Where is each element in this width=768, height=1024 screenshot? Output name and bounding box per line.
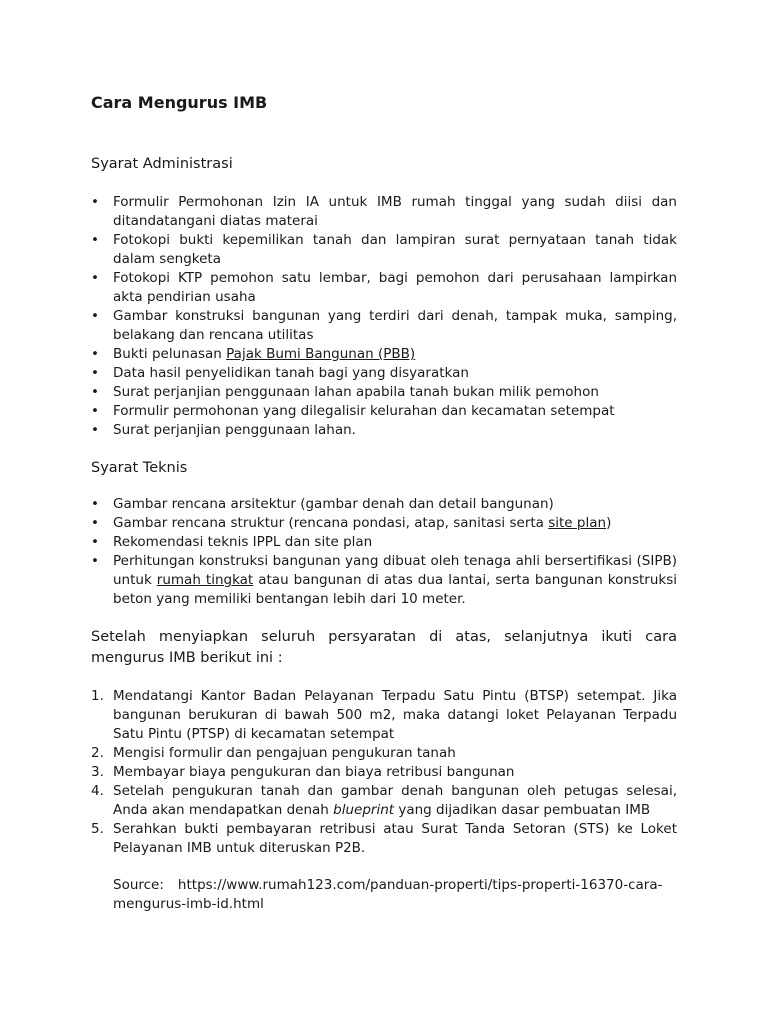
- step-number: 1.: [91, 688, 104, 704]
- list-item: • Bukti pelunasan Pajak Bumi Bangunan (PBB): [91, 346, 416, 362]
- list-item: • Gambar rencana struktur (rencana pondasi, atap, sanitasi serta site plan): [91, 515, 612, 531]
- bullet-icon: •: [91, 346, 99, 362]
- bullet-icon: •: [91, 384, 99, 400]
- list-item: • Fotokopi KTP pemohon satu lembar, bagi pemohon dari perusahaan lampirkan akta pendirian usaha: [91, 270, 677, 305]
- section-heading-administrasi: Syarat Administrasi: [91, 156, 233, 172]
- steps-list: [91, 687, 677, 858]
- step-number: 4.: [91, 783, 104, 799]
- step-number: 2.: [91, 745, 104, 761]
- pbb-link[interactable]: Pajak Bumi Bangunan (PBB): [226, 346, 416, 362]
- bullet-icon: •: [91, 194, 99, 210]
- list-item: • Gambar rencana arsitektur (gambar denah dan detail bangunan): [91, 496, 554, 512]
- list-item: • Surat perjanjian penggunaan lahan.: [91, 422, 356, 438]
- list-item: 2. Mengisi formulir dan pengajuan pengukuran tanah: [91, 745, 456, 761]
- page-title: Cara Mengurus IMB: [91, 93, 268, 112]
- bullet-icon: •: [91, 403, 99, 419]
- list-item: • Rekomendasi teknis IPPL dan site plan: [91, 534, 373, 550]
- source-url[interactable]: https://www.rumah123.com/panduan-properti/tips-properti-16370-cara-mengurus-imb-id.html: [113, 877, 663, 912]
- bullet-icon: •: [91, 365, 99, 381]
- list-item: • Formulir permohonan yang dilegalisir kelurahan dan kecamatan setempat: [91, 403, 615, 419]
- blueprint-emphasis: blueprint: [333, 802, 395, 818]
- bullet-icon: •: [91, 515, 99, 531]
- bullet-icon: •: [91, 270, 99, 286]
- teknis-list: [91, 495, 677, 609]
- administrasi-list: [91, 193, 677, 440]
- intro-paragraph: Setelah menyiapkan seluruh persyaratan di atas, selanjutnya ikuti cara mengurus IMB berikut ini :: [91, 629, 677, 666]
- bullet-icon: •: [91, 534, 99, 550]
- list-item: 3. Membayar biaya pengukuran dan biaya retribusi bangunan: [91, 764, 515, 780]
- source-label: Source:: [113, 877, 164, 893]
- list-item: • Fotokopi bukti kepemilikan tanah dan lampiran surat pernyataan tanah tidak dalam sengketa: [91, 232, 677, 267]
- section-heading-teknis: Syarat Teknis: [91, 460, 188, 476]
- bullet-icon: •: [91, 422, 99, 438]
- list-item: • Perhitungan konstruksi bangunan yang dibuat oleh tenaga ahli bersertifikasi (SIPB) untuk rumah tingkat atau bangunan di atas dua lantai, serta bangunan konstruksi beton yang memiliki bentangan lebih dari 10 meter.: [91, 553, 677, 607]
- list-item: • Surat perjanjian penggunaan lahan apabila tanah bukan milik pemohon: [91, 384, 599, 400]
- bullet-icon: •: [91, 308, 99, 324]
- bullet-icon: •: [91, 496, 99, 512]
- document-content: [91, 92, 677, 914]
- list-item: • Gambar konstruksi bangunan yang terdiri dari denah, tampak muka, samping, belakang dan rencana utilitas: [91, 308, 677, 343]
- step-number: 5.: [91, 821, 104, 837]
- site-plan-link[interactable]: site plan: [548, 515, 607, 531]
- bullet-icon: •: [91, 553, 99, 569]
- bullet-icon: •: [91, 232, 99, 248]
- list-item: 4. Setelah pengukuran tanah dan gambar denah bangunan oleh petugas selesai, Anda akan mendapatkan denah blueprint yang dijadikan dasar pembuatan IMB: [91, 783, 677, 818]
- rumah-tingkat-link[interactable]: rumah tingkat: [156, 572, 254, 588]
- list-item: 5. Serahkan bukti pembayaran retribusi atau Surat Tanda Setoran (STS) ke Loket Pelayanan IMB untuk diteruskan P2B.: [91, 821, 677, 856]
- step-number: 3.: [91, 764, 104, 780]
- list-item: • Data hasil penyelidikan tanah bagi yang disyaratkan: [91, 365, 469, 381]
- source-citation: [113, 876, 677, 914]
- list-item: 1. Mendatangi Kantor Badan Pelayanan Terpadu Satu Pintu (BTSP) setempat. Jika bangunan berukuran di bawah 500 m2, maka datangi loket Pelayanan Terpadu Satu Pintu (PTSP) di kecamatan setempat: [91, 688, 677, 742]
- list-item: • Formulir Permohonan Izin IA untuk IMB rumah tinggal yang sudah diisi dan ditandatangani diatas materai: [91, 194, 677, 229]
